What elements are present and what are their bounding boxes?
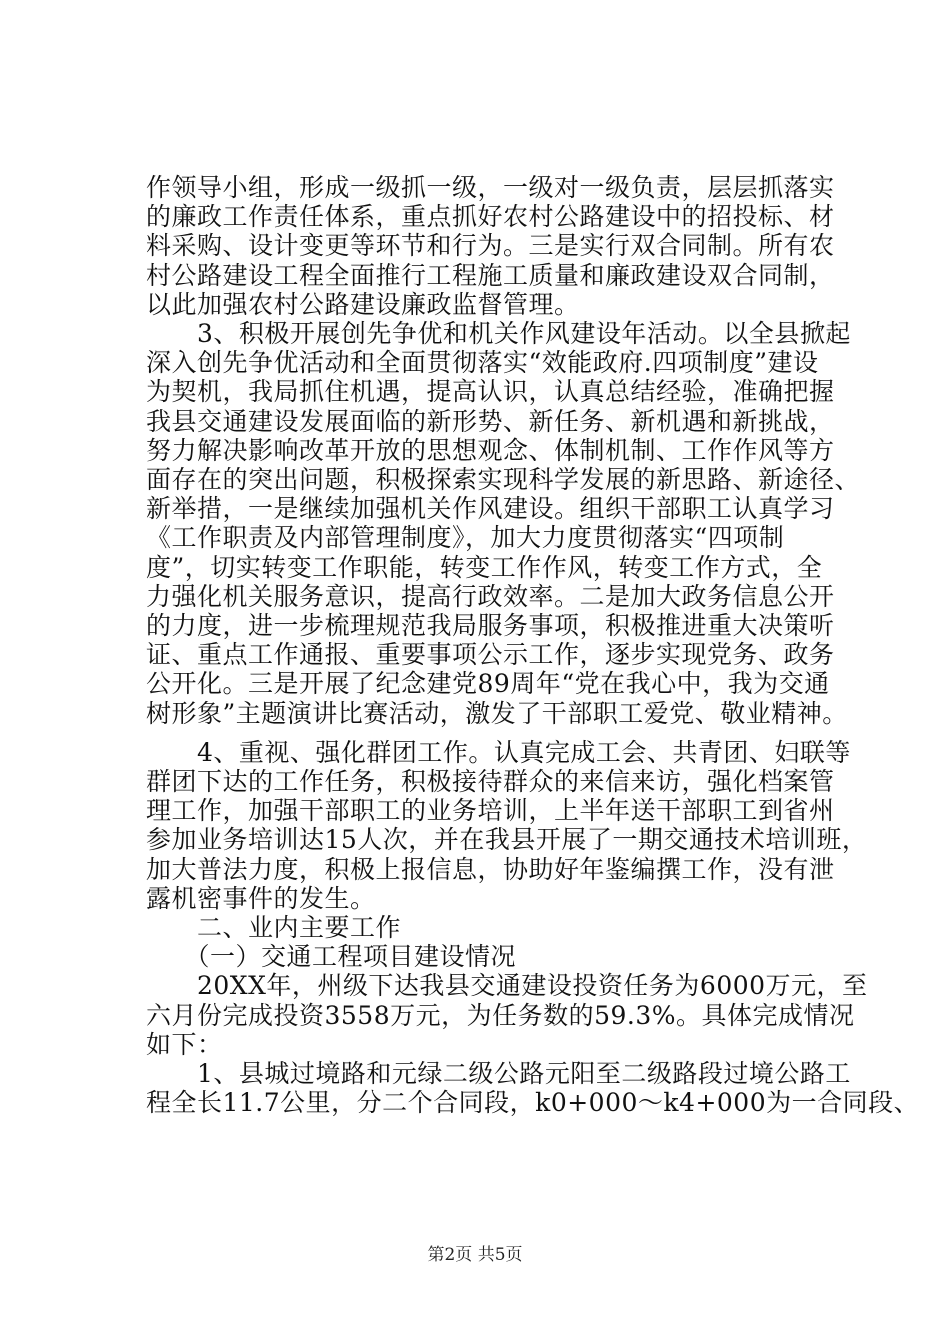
text-line: 树形象”主题演讲比赛活动，激发了干部职工爱党、敬业精神。 bbox=[146, 698, 848, 728]
text-line: 面存在的突出问题，积极探索实现科学发展的新思路、新途径、 bbox=[146, 465, 861, 494]
text-line: 露机密事件的发生。 bbox=[146, 883, 376, 913]
text-line: 我县交通建设发展面临的新形势、新任务、新机遇和新挑战， bbox=[146, 406, 835, 436]
text-line: 的力度，进一步梳理规范我局服务事项，积极推进重大决策听 bbox=[146, 611, 835, 640]
text-line: 3、积极开展创先争优和机关作风建设年活动。以全县掀起 bbox=[146, 319, 851, 348]
text-line: 度”，切实转变工作职能，转变工作作风，转变工作方式，全 bbox=[146, 552, 823, 582]
text-line: 的廉政工作责任体系，重点抓好农村公路建设中的招投标、材 bbox=[146, 202, 835, 232]
text-line: 料采购、设计变更等环节和行为。三是实行双合同制。所有农 bbox=[146, 231, 835, 261]
text-line: 力强化机关服务意识，提高行政效率。二是加大政务信息公开 bbox=[146, 581, 835, 611]
text-line: 参加业务培训达15人次，并在我县开展了一期交通技术培训班， bbox=[146, 825, 868, 855]
text-line: 1、县城过境路和元绿二级公路元阳至二级路段过境公路工 bbox=[146, 1059, 851, 1088]
text-line: 公开化。三是开展了纪念建党89周年“党在我心中，我为交通 bbox=[146, 669, 830, 699]
text-line: 为契机，我局抓住机遇，提高认识，认真总结经验，准确把握 bbox=[146, 377, 835, 407]
text-line: 六月份完成投资3558万元，为任务数的59.3%。具体完成情况 bbox=[146, 1000, 855, 1030]
text-line: 加大普法力度，积极上报信息，协助好年鉴编撰工作，没有泄 bbox=[146, 854, 835, 884]
page-number-footer: 第2页 共5页 bbox=[427, 1245, 523, 1265]
text-line: 20XX年，州级下达我县交通建设投资任务为6000万元，至 bbox=[146, 971, 868, 1001]
text-line: 以此加强农村公路建设廉政监督管理。 bbox=[146, 289, 580, 319]
text-line: 如下： bbox=[146, 1029, 223, 1059]
text-line: 努力解决影响改革开放的思想观念、体制机制、工作作风等方 bbox=[146, 435, 835, 465]
text-line: 4、重视、强化群团工作。认真完成工会、共青团、妇联等 bbox=[146, 737, 851, 767]
text-line: 村公路建设工程全面推行工程施工质量和廉政建设双合同制， bbox=[146, 260, 835, 290]
text-line: 证、重点工作通报、重要事项公示工作，逐步实现党务、政务 bbox=[146, 640, 835, 670]
text-line: 作领导小组，形成一级抓一级，一级对一级负责，层层抓落实 bbox=[146, 173, 835, 202]
text-line: 《工作职责及内部管理制度》，加大力度贯彻落实“四项制 bbox=[146, 523, 785, 553]
text-line: 理工作，加强干部职工的业务培训，上半年送干部职工到省州 bbox=[146, 796, 835, 826]
text-line: 深入创先争优活动和全面贯彻落实“效能政府.四项制度”建设 bbox=[146, 348, 819, 378]
text-line: 新举措，一是继续加强机关作风建设。组织干部职工认真学习 bbox=[146, 494, 835, 524]
section-heading: 二、业内主要工作 bbox=[146, 913, 402, 942]
text-line: 程全长11.7公里，分二个合同段，k0+000～k4+000为一合同段、 bbox=[146, 1088, 920, 1118]
text-line: 群团下达的工作任务，积极接待群众的来信来访，强化档案管 bbox=[146, 767, 835, 796]
subsection-heading: （一）交通工程项目建设情况 bbox=[146, 942, 517, 972]
